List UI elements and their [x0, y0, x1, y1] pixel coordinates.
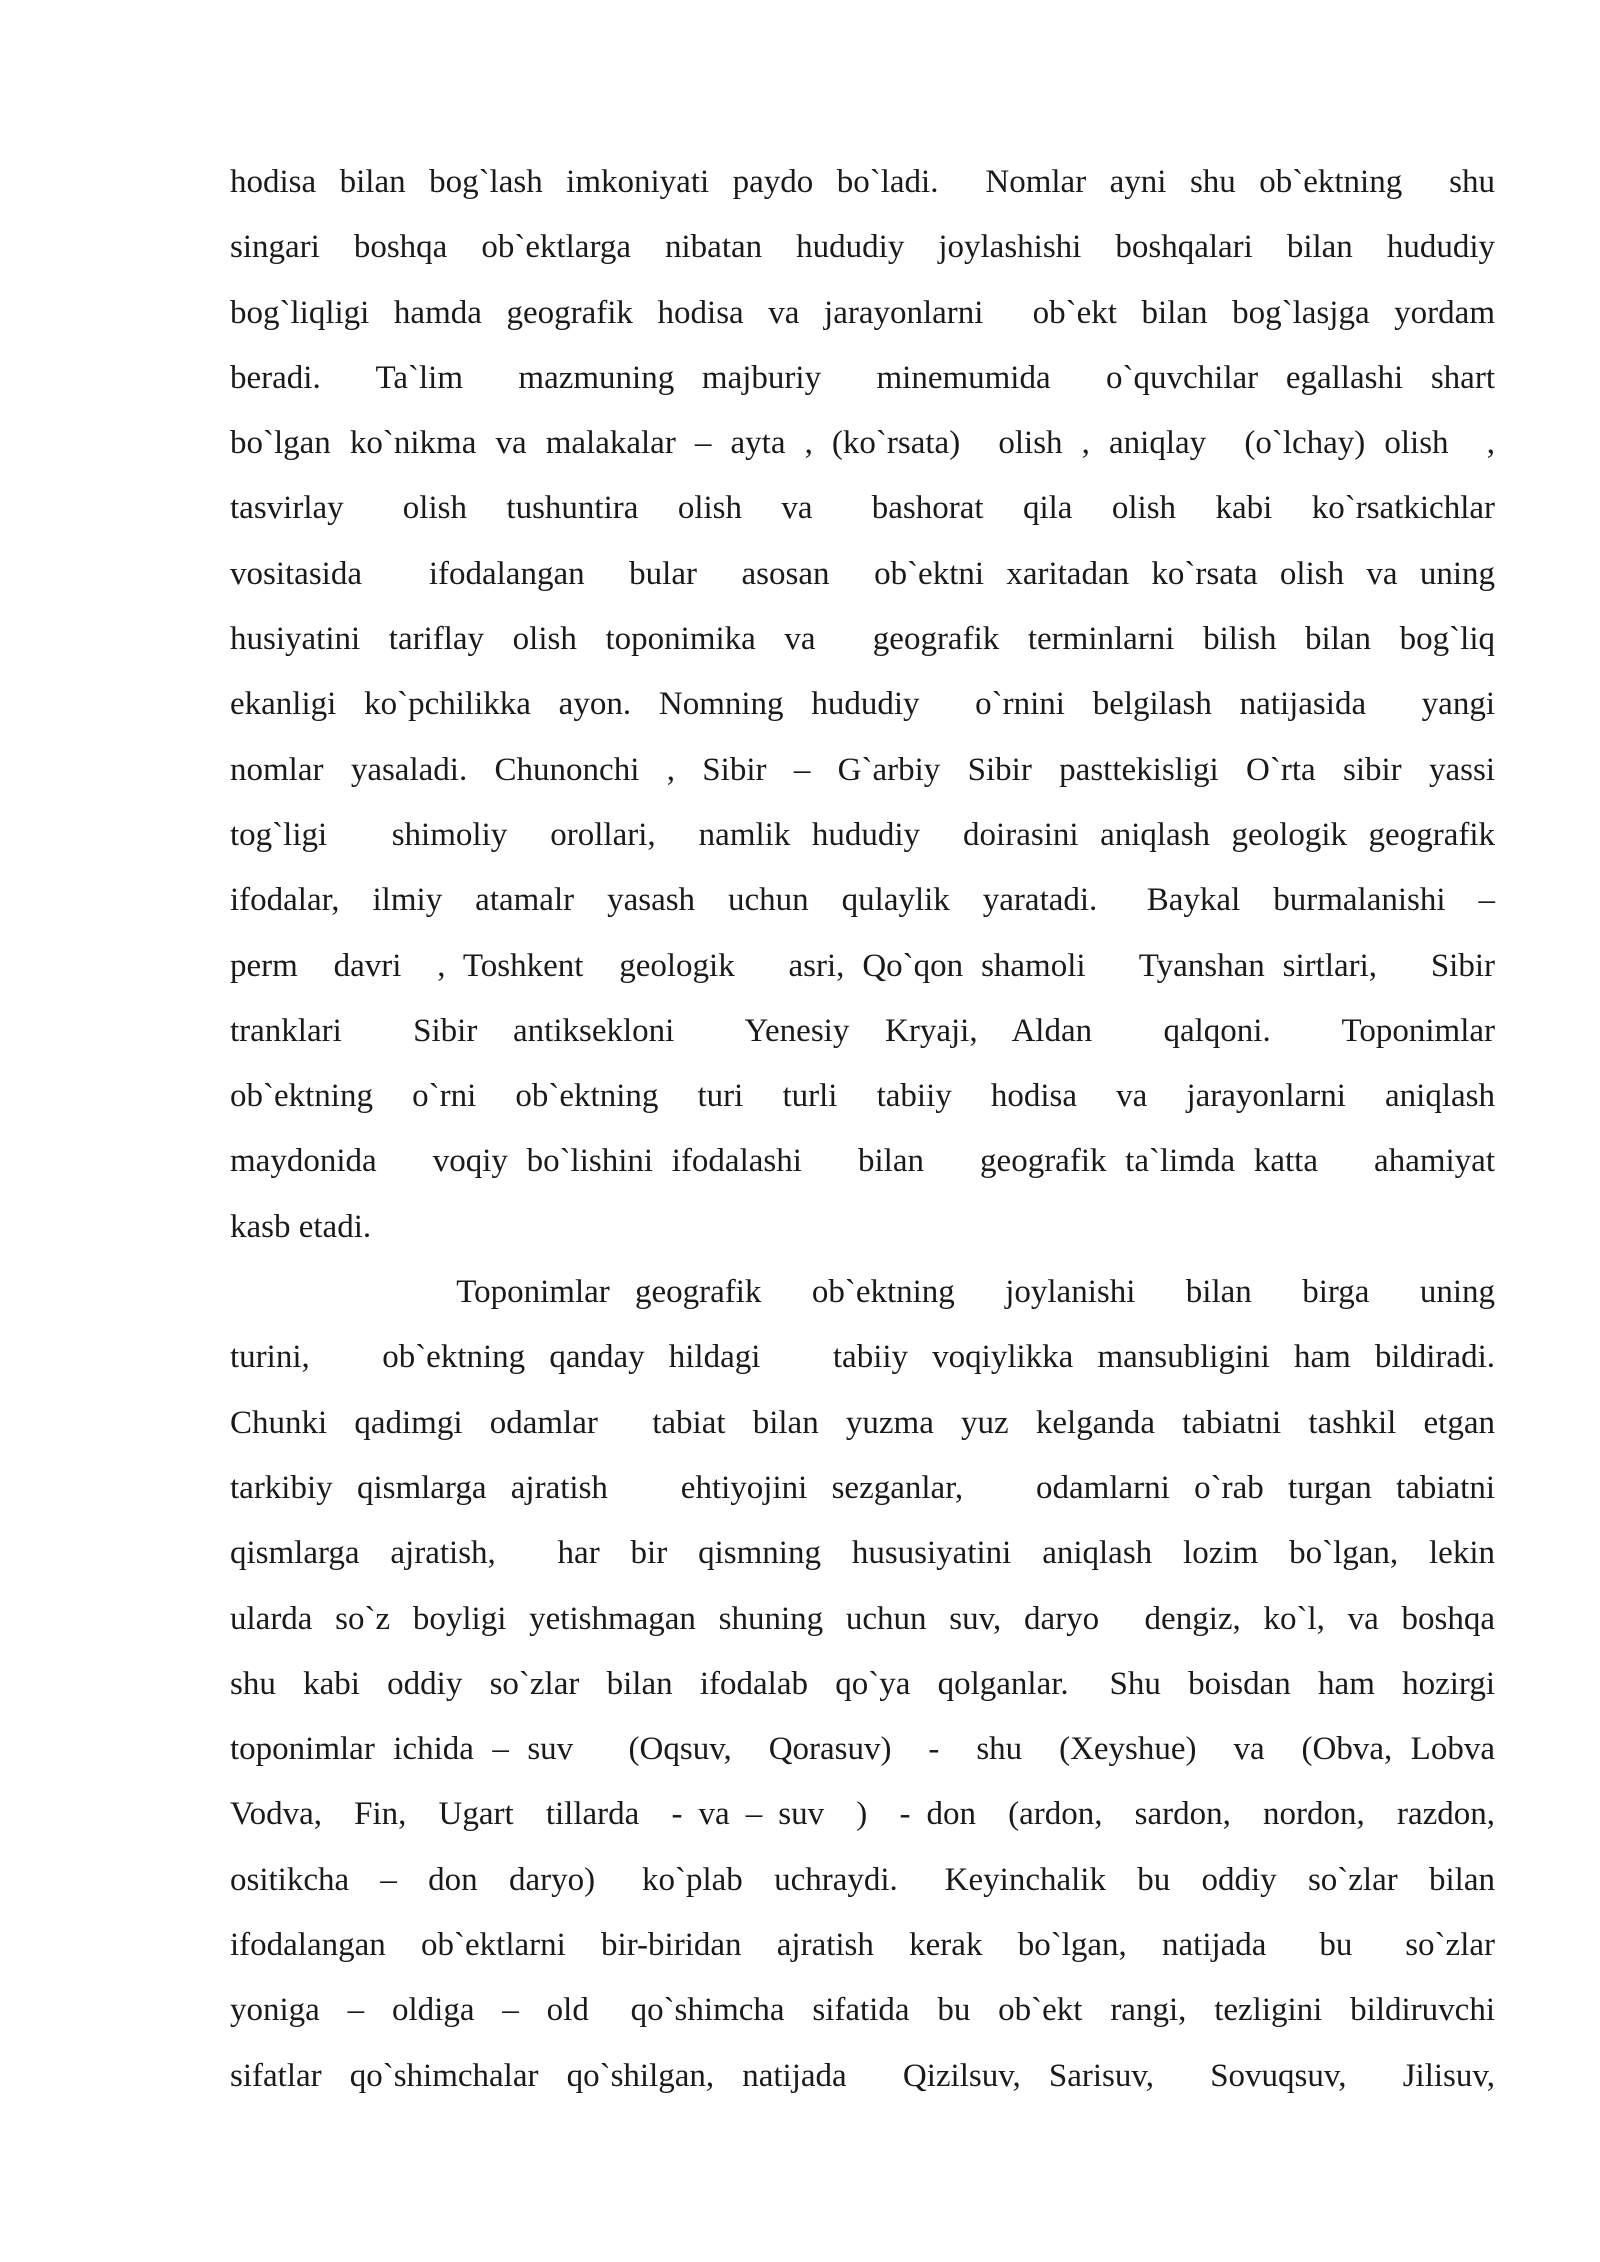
text-line: singari boshqa ob`ektlarga nibatan hududiy joylashishi boshqalari bilan hududiy — [230, 229, 1495, 266]
text-line: Toponimlar geografik ob`ektning joylanishi bilan birga uning — [230, 1274, 1495, 1311]
paragraph-2 — [230, 1260, 1495, 2109]
text-line: tarkibiy qismlarga ajratish ehtiyojini sezganlar, odamlarni o`rab turgan tabiatni — [230, 1469, 1495, 1506]
text-line: tog`ligi shimoliy orollari, namlik hududiy doirasini aniqlash geologik geografik — [230, 816, 1495, 853]
text-line: beradi. Ta`lim mazmuning majburiy minemumida o`quvchilar egallashi shart — [230, 359, 1495, 396]
text-line: qismlarga ajratish, har bir qismning hususiyatini aniqlash lozim bo`lgan, lekin — [230, 1535, 1495, 1572]
text-line: bog`liqligi hamda geografik hodisa va jarayonlarni ob`ekt bilan bog`lasjga yordam — [230, 294, 1495, 331]
text-line: shu kabi oddiy so`zlar bilan ifodalab qo`ya qolganlar. Shu boisdan ham hozirgi — [230, 1665, 1495, 1702]
text-line: vositasida ifodalangan bular asosan ob`ektni xaritadan ko`rsata olish va uning — [230, 555, 1495, 592]
text-line: ob`ektning o`rni ob`ektning turi turli tabiiy hodisa va jarayonlarni aniqlash — [230, 1078, 1495, 1115]
text-line: sifatlar qo`shimchalar qo`shilgan, natijada Qizilsuv, Sarisuv, Sovuqsuv, Jilisuv, — [230, 2057, 1495, 2094]
text-line: ifodalangan ob`ektlarni bir-biridan ajratish kerak bo`lgan, natijada bu so`zlar — [230, 1927, 1495, 1964]
text-line: yoniga – oldiga – old qo`shimcha sifatida bu ob`ekt rangi, tezligini bildiruvchi — [230, 1992, 1495, 2029]
document-body — [230, 150, 1495, 2109]
text-line: Vodva, Fin, Ugart tillarda - va – suv ) - don (ardon, sardon, nordon, razdon, — [230, 1796, 1495, 1833]
text-line: husiyatini tariflay olish toponimika va geografik terminlarni bilish bilan bog`liq — [230, 621, 1495, 658]
text-line: bo`lgan ko`nikma va malakalar – ayta , (ko`rsata) olish , aniqlay (o`lchay) olish , — [230, 425, 1495, 462]
paragraph-1 — [230, 150, 1495, 1260]
text-line: ifodalar, ilmiy atamalr yasash uchun qulaylik yaratadi. Baykal burmalanishi – — [230, 882, 1495, 919]
text-line: turini, ob`ektning qanday hildagi tabiiy voqiylikka mansubligini ham bildiradi. — [230, 1339, 1495, 1376]
text-line: nomlar yasaladi. Chunonchi , Sibir – G`arbiy Sibir pasttekisligi O`rta sibir yassi — [230, 751, 1495, 788]
text-line: ularda so`z boyligi yetishmagan shuning uchun suv, daryo dengiz, ko`l, va boshqa — [230, 1600, 1495, 1637]
text-line: Chunki qadimgi odamlar tabiat bilan yuzma yuz kelganda tabiatni tashkil etgan — [230, 1404, 1495, 1441]
text-line: kasb etadi. — [230, 1208, 372, 1245]
text-line: ekanligi ko`pchilikka ayon. Nomning hududiy o`rnini belgilash natijasida yangi — [230, 686, 1495, 723]
text-line: tranklari Sibir antiksekloni Yenesiy Kryaji, Aldan qalqoni. Toponimlar — [230, 1012, 1495, 1049]
text-line: ositikcha – don daryo) ko`plab uchraydi. Keyinchalik bu oddiy so`zlar bilan — [230, 1861, 1495, 1898]
text-line: hodisa bilan bog`lash imkoniyati paydo bo`ladi. Nomlar ayni shu ob`ektning shu — [230, 164, 1495, 200]
text-line: maydonida voqiy bo`lishini ifodalashi bilan geografik ta`limda katta ahamiyat — [230, 1143, 1495, 1180]
text-line: perm davri , Toshkent geologik asri, Qo`qon shamoli Tyanshan sirtlari, Sibir — [230, 947, 1495, 984]
text-line: tasvirlay olish tushuntira olish va bashorat qila olish kabi ko`rsatkichlar — [230, 490, 1495, 527]
text-line: toponimlar ichida – suv (Oqsuv, Qorasuv) - shu (Xeyshue) va (Obva, Lobva — [230, 1731, 1495, 1768]
